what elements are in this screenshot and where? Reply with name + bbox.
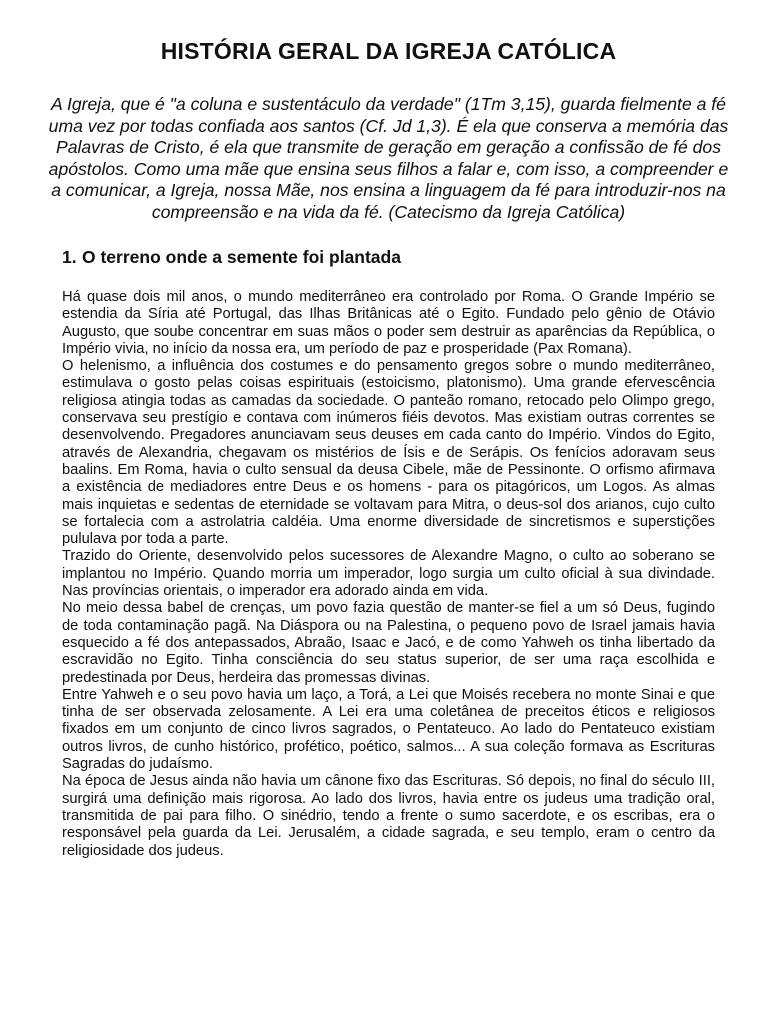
- body-text: [62, 289, 715, 860]
- paragraph: Entre Yahweh e o seu povo havia um laço, a Torá, a Lei que Moisés recebera no monte Sinai e que tinha de ser observada zelosamente. A Lei era uma coletânea de preceitos éticos e religiosos fixados em um conjunto de cinco livros sagrados, o Pentateuco. Ao lado do Pentateuco existiam outros livros, de cunho histórico, profético, poético, salmos... A sua coleção formava as Escrituras Sagradas do judaísmo.: [62, 686, 715, 773]
- section-heading: [62, 246, 715, 268]
- paragraph: O helenismo, a influência dos costumes e do pensamento gregos sobre o mundo mediterrâneo, estimulava o gosto pelas coisas espirituais (estoicismo, platonismo). Uma grande efervescência religiosa atingia todas as camadas da sociedade. O panteão romano, retocado pelo Olimpo grego, conservava seu prestígio e contava com inúmeros fiéis devotos. Mas existiam outras correntes se desenvolvendo. Pregadores anunciavam seus deuses em cada canto do Império. Vindos do Egito, através de Alexandria, chegavam os mistérios de Ísis e de Serápis. Os fenícios adoravam seus baalins. Em Roma, havia o culto sensual da deusa Cibele, mãe de Pessinonte. O orfismo afirmava a existência de mediadores entre Deus e os homens - para os pitagóricos, um Logos. As almas mais inquietas e sedentas de eternidade se voltavam para Mitra, o deus-sol dos arianos, cujo culto se fortalecia com a astrolatria caldéia. Uma enorme diversidade de sincretismos e superstições pululava por toda a parte.: [62, 358, 715, 548]
- paragraph: Na época de Jesus ainda não havia um cânone fixo das Escrituras. Só depois, no final do século III, surgirá uma definição mais rigorosa. Ao lado dos livros, havia entre os judeus uma tradição oral, transmitida de pai para filho. O sinédrio, tendo a frente o sumo sacerdote, e os escribas, era o responsável pela guarda da Lei. Jerusalém, a cidade sagrada, e seu templo, eram o centro da religiosidade dos judeus.: [62, 773, 715, 859]
- document-page: [48, 0, 729, 860]
- paragraph: Trazido do Oriente, desenvolvido pelos sucessores de Alexandre Magno, o culto ao soberano se implantou no Império. Quando morria um imperador, logo surgia um culto oficial à sua divindade. Nas províncias orientais, o imperador era adorado ainda em vida.: [62, 548, 715, 600]
- section-title: O terreno onde a semente foi plantada: [82, 247, 401, 267]
- section-number: 1.: [62, 247, 77, 267]
- document-title: HISTÓRIA GERAL DA IGREJA CATÓLICA: [160, 38, 617, 64]
- paragraph: No meio dessa babel de crenças, um povo fazia questão de manter-se fiel a um só Deus, fugindo de toda contaminação pagã. Na Diáspora ou na Palestina, o pequeno povo de Israel jamais havia esquecido a fé dos antepassados, Abraão, Isaac e Jacó, e de como Yahweh os tinha libertado da escravidão no Egito. Tinha consciência do seu status superior, de ser uma raça escolhida e predestinada por Deus, herdeira das promessas divinas.: [62, 600, 715, 686]
- paragraph: Há quase dois mil anos, o mundo mediterrâneo era controlado por Roma. O Grande Império se estendia da Síria até Portugal, das Ilhas Britânicas até o Egito. Fundado pelo gênio de Otávio Augusto, que soube concentrar em suas mãos o poder sem destruir as aparências da República, o Império vivia, no início da nossa era, um período de paz e prosperidade (Pax Romana).: [62, 289, 715, 357]
- epigraph-quote: A Igreja, que é "a coluna e sustentáculo da verdade" (1Tm 3,15), guarda fielmente a fé uma vez por todas confiada aos santos (Cf. Jd 1,3). É ela que conserva a memória das Palavras de Cristo, é ela que transmite de geração em geração a confissão de fé dos apóstolos. Como uma mãe que ensina seus filhos a falar e, com isso, a compreender e a comunicar, a Igreja, nossa Mãe, nos ensina a linguagem da fé para introduzir-nos na compreensão e na vida da fé. (Catecismo da Igreja Católica): [48, 94, 729, 222]
